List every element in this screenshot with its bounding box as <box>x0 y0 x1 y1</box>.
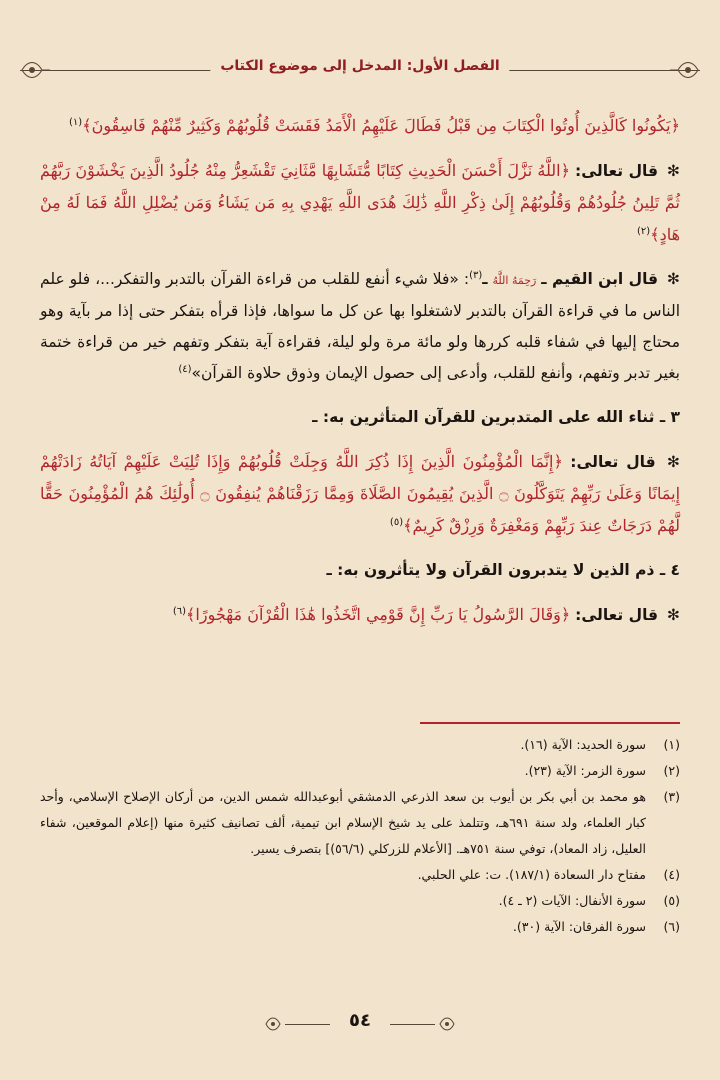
verse-intro: قال تعالى: <box>575 606 659 624</box>
paragraph-verse-3 <box>40 446 680 542</box>
folio-rule <box>285 1024 330 1025</box>
footnote-number: (٦) <box>663 919 680 934</box>
paragraph-verse-4 <box>40 599 680 631</box>
chapter-title: الفصل الأول: المدخل إلى موضوع الكتاب <box>210 58 509 74</box>
asterisk-bullet-icon: ✻ <box>667 453 680 471</box>
footnote-separator <box>420 722 680 724</box>
footnote-number: (٥) <box>663 893 680 908</box>
footnote-ref: (٦) <box>172 605 187 617</box>
paragraph-verse-1 <box>40 110 680 142</box>
footnote <box>40 914 680 940</box>
footnote-number: (٣) <box>663 789 680 804</box>
footnote-text: هو محمد بن أبي بكر بن أيوب بن سعد الذرعي الدمشقي أبوعبدالله شمس الدين، من أركان الإصلاح الإسلامي، وأحد كبار العلماء، ولد سنة ٦٩١هـ، وتتلمذ على يد شيخ الإسلام ابن تيمية، ألف تصانيف كثيرة منها (إعلام الموقعين، شفاء العليل، زاد المعاد)، توفي سنة ٧٥١هـ. [الأعلام للزركلي (٥٦/٦)] بتصرف يسير. <box>40 789 646 856</box>
footnote <box>40 862 680 888</box>
floral-ornament-icon <box>435 1014 455 1034</box>
footnotes <box>40 732 680 940</box>
quote-intro: قال ابن القيم ـ <box>541 270 659 288</box>
paragraph-quote <box>40 264 680 389</box>
paragraph-verse-2 <box>40 155 680 251</box>
page-number-area <box>0 1010 720 1040</box>
footnote-number: (١) <box>663 737 680 752</box>
footnote-number: (٢) <box>663 763 680 778</box>
footnote <box>40 732 680 758</box>
footnote-ref: (٥) <box>389 516 404 528</box>
footnote-ref: (١) <box>69 116 83 128</box>
footnote-ref: (٤) <box>178 363 192 375</box>
dash: ـ <box>482 270 488 288</box>
section-heading-3: ٣ ـ ثناء الله على المتدبرين للقرآن المتأثرين به: ـ <box>312 408 680 426</box>
verse-intro: قال تعالى: <box>570 453 656 471</box>
main-text <box>40 110 680 644</box>
footnote <box>40 888 680 914</box>
quran-verse: ﴿وَقَالَ الرَّسُولُ يَا رَبِّ إِنَّ قَوْمِي اتَّخَذُوا هَٰذَا الْقُرْآنَ مَهْجُورًا﴾ <box>186 605 571 624</box>
verse-intro: قال تعالى: <box>575 162 658 180</box>
honorific: رَحِمَهُ اللَّهُ <box>492 274 537 287</box>
floral-ornament-icon <box>670 58 700 82</box>
asterisk-bullet-icon: ✻ <box>667 606 680 624</box>
quran-verse: ﴿إِنَّمَا الْمُؤْمِنُونَ الَّذِينَ إِذَا ذُكِرَ اللَّهُ وَجِلَتْ قُلُوبُهُمْ وَإِذَا تُلِيَتْ عَلَيْهِمْ آيَاتُهُ زَادَتْهُمْ إِيمَانًا وَعَلَىٰ رَبِّهِمْ يَتَوَكَّلُونَ ۝ الَّذِينَ يُقِيمُونَ الصَّلَاةَ وَمِمَّا رَزَقْنَاهُمْ يُنفِقُونَ ۝ أُولَٰئِكَ هُمُ الْمُؤْمِنُونَ حَقًّا لَّهُمْ دَرَجَاتٌ عِندَ رَبِّهِمْ وَمَغْفِرَةٌ وَرِزْقٌ كَرِيمٌ﴾ <box>40 452 681 535</box>
floral-ornament-icon <box>20 58 50 82</box>
footnote-text: سورة الحديد: الآية (١٦). <box>520 737 646 752</box>
footnote <box>40 758 680 784</box>
floral-ornament-icon <box>265 1014 285 1034</box>
asterisk-bullet-icon: ✻ <box>667 270 680 288</box>
running-header <box>20 50 700 90</box>
footnote-text: سورة الأنفال: الآيات (٢ ـ ٤). <box>498 893 646 908</box>
quote-text: : «فلا شيء أنفع للقلب من قراءة القرآن بالتدبر والتفكر...، فلو علم الناس ما في قراءة القرآن بالتدبر لاشتغلوا بها عن كل ما سواها، فإذا قرأه بتفكر حتى إذا مر بآية وهو محتاج إليها في شفاء قلبه كررها ولو مائة مرة ولو ليلة، فقراءة آية بتفكر وتفهم خير من قراءة ختمة بغير تدبر وتفهم، وأنفع للقلب، وأدعى إلى حصول الإيمان وذوق حلاوة القرآن» <box>40 270 680 382</box>
footnote-ref: (٢) <box>637 225 651 237</box>
asterisk-bullet-icon: ✻ <box>667 162 680 180</box>
quran-verse: ﴿اللَّهُ نَزَّلَ أَحْسَنَ الْحَدِيثِ كِتَابًا مُّتَشَابِهًا مَّثَانِيَ تَقْشَعِرُّ مِنْهُ جُلُودُ الَّذِينَ يَخْشَوْنَ رَبَّهُمْ ثُمَّ تَلِينُ جُلُودُهُمْ وَقُلُوبُهُمْ إِلَىٰ ذِكْرِ اللَّهِ ذَٰلِكَ هُدَى اللَّهِ يَهْدِي بِهِ مَن يَشَاءُ وَمَن يُضْلِلِ اللَّهُ فَمَا لَهُ مِنْ هَادٍ﴾ <box>40 161 680 244</box>
page-number: ٥٤ <box>349 1010 371 1031</box>
footnote-text: مفتاح دار السعادة (١٨٧/١). ت: علي الحلبي. <box>417 867 646 882</box>
section-heading-4: ٤ ـ ذم الذين لا يتدبرون القرآن ولا يتأثرون به: ـ <box>326 561 680 579</box>
footnote-ref: (٣) <box>469 269 483 281</box>
folio-rule <box>390 1024 435 1025</box>
footnote-text: سورة الزمر: الآية (٢٣). <box>524 763 646 778</box>
footnote-text: سورة الفرقان: الآية (٣٠). <box>512 919 646 934</box>
footnote-number: (٤) <box>663 867 680 882</box>
footnote <box>40 784 680 862</box>
quran-verse: ﴿يَكُونُوا كَالَّذِينَ أُوتُوا الْكِتَابَ مِن قَبْلُ فَطَالَ عَلَيْهِمُ الْأَمَدُ فَقَسَتْ قُلُوبُهُمْ وَكَثِيرٌ مِّنْهُمْ فَاسِقُونَ﴾ <box>82 116 680 135</box>
